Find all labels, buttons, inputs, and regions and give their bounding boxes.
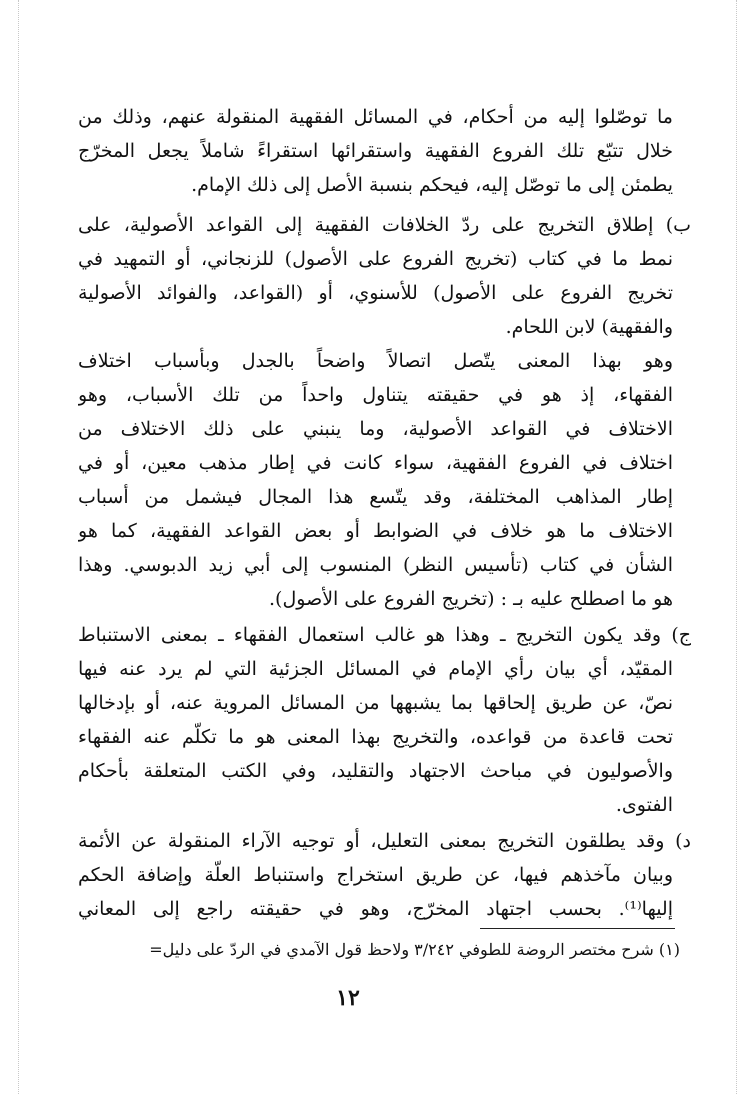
- paragraph-j: [78, 618, 691, 822]
- text-line: وبيان مآخذهم فيها، عن طريق استخراج واستنباط العلّة وإضافة الحكم: [78, 864, 673, 886]
- text-line: والأصوليون في مباحث الاجتهاد والتقليد، وفي الكتب المتعلقة بأحكام: [78, 760, 673, 782]
- text-line: الاختلاف ما هو خلاف في الضوابط أو بعض القواعد الفقهية، كما هو: [78, 520, 673, 542]
- footnote: (١) شرح مختصر الروضة للطوفي ٣/٢٤٢ ولاحظ قول الآمدي في الردّ على دليل=: [149, 940, 680, 959]
- text-line: هو ما اصطلح عليه بـ : (تخريج الفروع على الأصول).: [269, 588, 673, 610]
- text-line: تخريج الفروع على الأصول) للأسنوي، أو (القواعد، والفوائد الأصولية: [78, 282, 673, 304]
- text-line: الفتوى.: [615, 794, 673, 816]
- text-line: ب) إطلاق التخريج على ردّ الخلافات الفقهية إلى القواعد الأصولية، على: [78, 214, 691, 236]
- text-line: ما توصّلوا إليه من أحكام، في المسائل الفقهية المنقولة عنهم، وذلك من: [78, 106, 673, 128]
- paragraph-1: [78, 100, 673, 202]
- text-line: والفقهية) لابن اللحام.: [505, 316, 673, 338]
- text-line: تحت قاعدة من قواعده، والتخريج بهذا المعنى هو ما تكلّم عنه الفقهاء: [78, 726, 673, 748]
- text-line: الشأن في كتاب (تأسيس النظر) المنسوب إلى أبي زيد الدبوسي. وهذا: [78, 554, 673, 576]
- text-line: وهو بهذا المعنى يتّصل اتصالاً واضحاً بالجدل وبأسباب اختلاف: [78, 350, 673, 372]
- text-line: خلال تتبّع تلك الفروع الفقهية واستقرائها استقراءً شاملاً يجعل المخرّج: [78, 140, 673, 162]
- text-line: إليها⁽¹⁾. بحسب اجتهاد المخرّج، وهو في حقيقته راجع إلى المعاني: [78, 898, 673, 920]
- text-line: ج) وقد يكون التخريج ـ وهذا هو غالب استعمال الفقهاء ـ بمعنى الاستنباط: [78, 624, 691, 646]
- text-line: الفقهاء، إذ هو في حقيقته يتناول واحداً من تلك الأسباب، وهو: [78, 384, 673, 406]
- paragraph-b-continued: [78, 344, 673, 616]
- page-number: ١٢: [336, 985, 360, 1011]
- text-line: المقيّد، أي بيان رأي الإمام في المسائل الجزئية التي لم يرد عنه فيها: [78, 658, 673, 680]
- scan-edge-right: [736, 0, 737, 1094]
- text-line: د) وقد يطلقون التخريج بمعنى التعليل، أو توجيه الآراء المنقولة عن الأئمة: [78, 830, 691, 852]
- footnote-separator: [480, 928, 675, 929]
- text-line: إطار المذاهب المختلفة، وقد يتّسع هذا المجال فيشمل من أسباب: [78, 486, 673, 508]
- text-line: نصّ، عن طريق إلحاقها بما يشبهها من المسائل المروية عنه، أو بإدخالها: [78, 692, 673, 714]
- text-line: نمط ما في كتاب (تخريج الفروع على الأصول) للزنجاني، أو التمهيد في: [78, 248, 673, 270]
- text-line: اختلاف في الفروع الفقهية، سواء كانت في إطار مذهب معين، أو في: [78, 452, 673, 474]
- scan-edge-left: [18, 0, 19, 1094]
- text-line: يطمئن إلى ما توصّل إليه، فيحكم بنسبة الأصل إلى ذلك الإمام.: [191, 174, 673, 196]
- paragraph-b: [78, 208, 691, 344]
- text-line: الاختلاف في القواعد الأصولية، وما ينبني على ذلك الاختلاف من: [78, 418, 673, 440]
- paragraph-d: [78, 824, 691, 926]
